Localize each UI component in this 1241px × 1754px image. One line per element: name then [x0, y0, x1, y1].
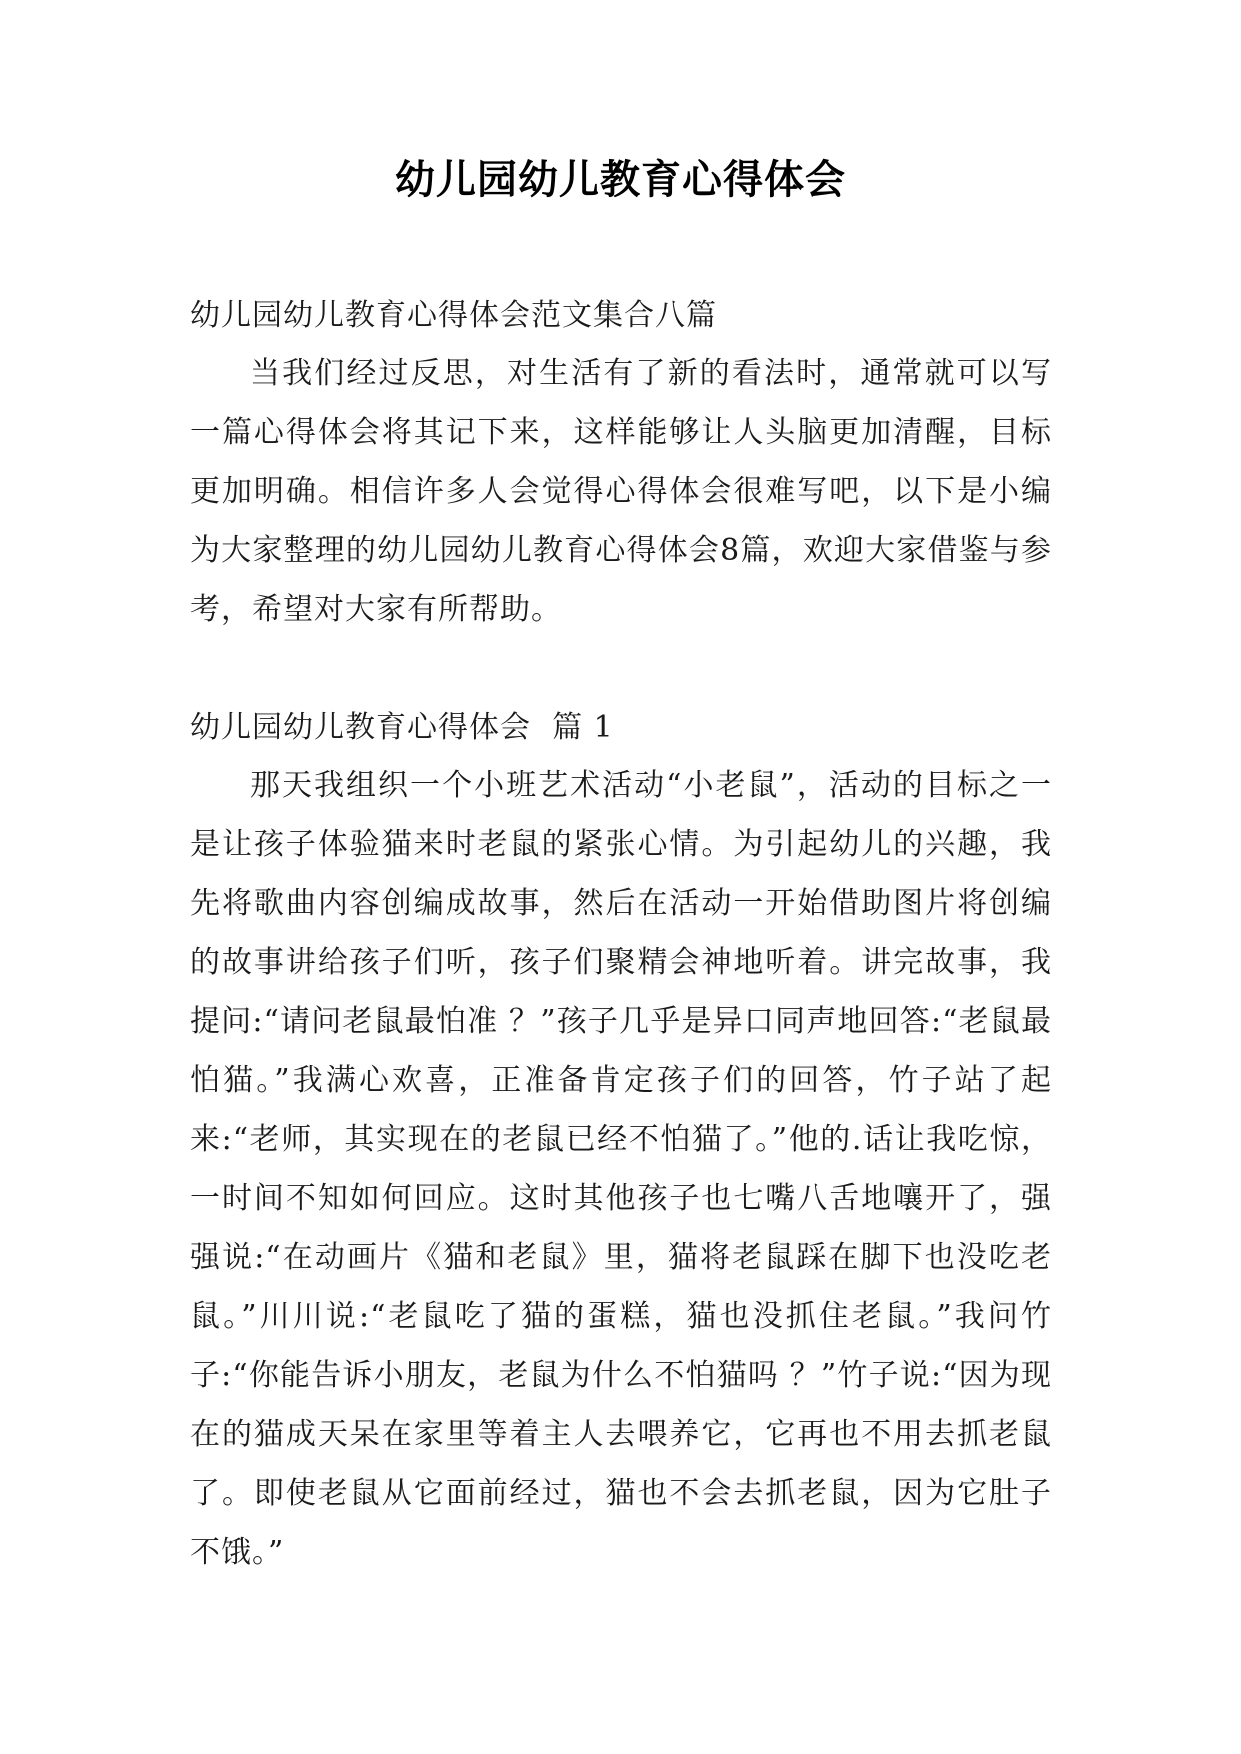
document-title: 幼儿园幼儿教育心得体会	[395, 157, 846, 203]
intro-paragraph: 当我们经过反思，对生活有了新的看法时，通常就可以写一篇心得体会将其记下来，这样能够让人头脑更加清醒，目标更加明确。相信许多人会觉得心得体会很难写吧，以下是小编为大家整理的幼儿园幼儿教育心得体会8篇，欢迎大家借鉴与参考，希望对大家有所帮助。	[190, 356, 1052, 627]
document-subtitle: 幼儿园幼儿教育心得体会范文集合八篇	[190, 298, 717, 333]
section-heading: 幼儿园幼儿教育心得体会 篇 1	[190, 710, 614, 745]
section-paragraph: 那天我组织一个小班艺术活动“小老鼠”，活动的目标之一是让孩子体验猫来时老鼠的紧张心情。为引起幼儿的兴趣，我先将歌曲内容创编成故事，然后在活动一开始借助图片将创编的故事讲给孩子们听，孩子们聚精会神地听着。讲完故事，我提问:“请问老鼠最怕准 ？”孩子几乎是异口同声地回答:“老鼠最怕猫。”我满心欢喜，正准备肯定孩子们的回答，竹子站了起来:“老师，其实现在的老鼠已经不怕猫了。”他的.话让我吃惊，一时间不知如何回应。这时其他孩子也七嘴八舌地嚷开了，强强说:“在动画片《猫和老鼠》里，猫将老鼠踩在脚下也没吃老鼠。”川川说:“老鼠吃了猫的蛋糕，猫也没抓住老鼠。”我问竹子:“你能告诉小朋友，老鼠为什么不怕猫吗 ？”竹子说:“因为现在的猫成天呆在家里等着主人去喂养它，它再也不用去抓老鼠了。即使老鼠从它面前经过，猫也不会去抓老鼠，因为它肚子不饿。”	[190, 768, 1052, 1570]
